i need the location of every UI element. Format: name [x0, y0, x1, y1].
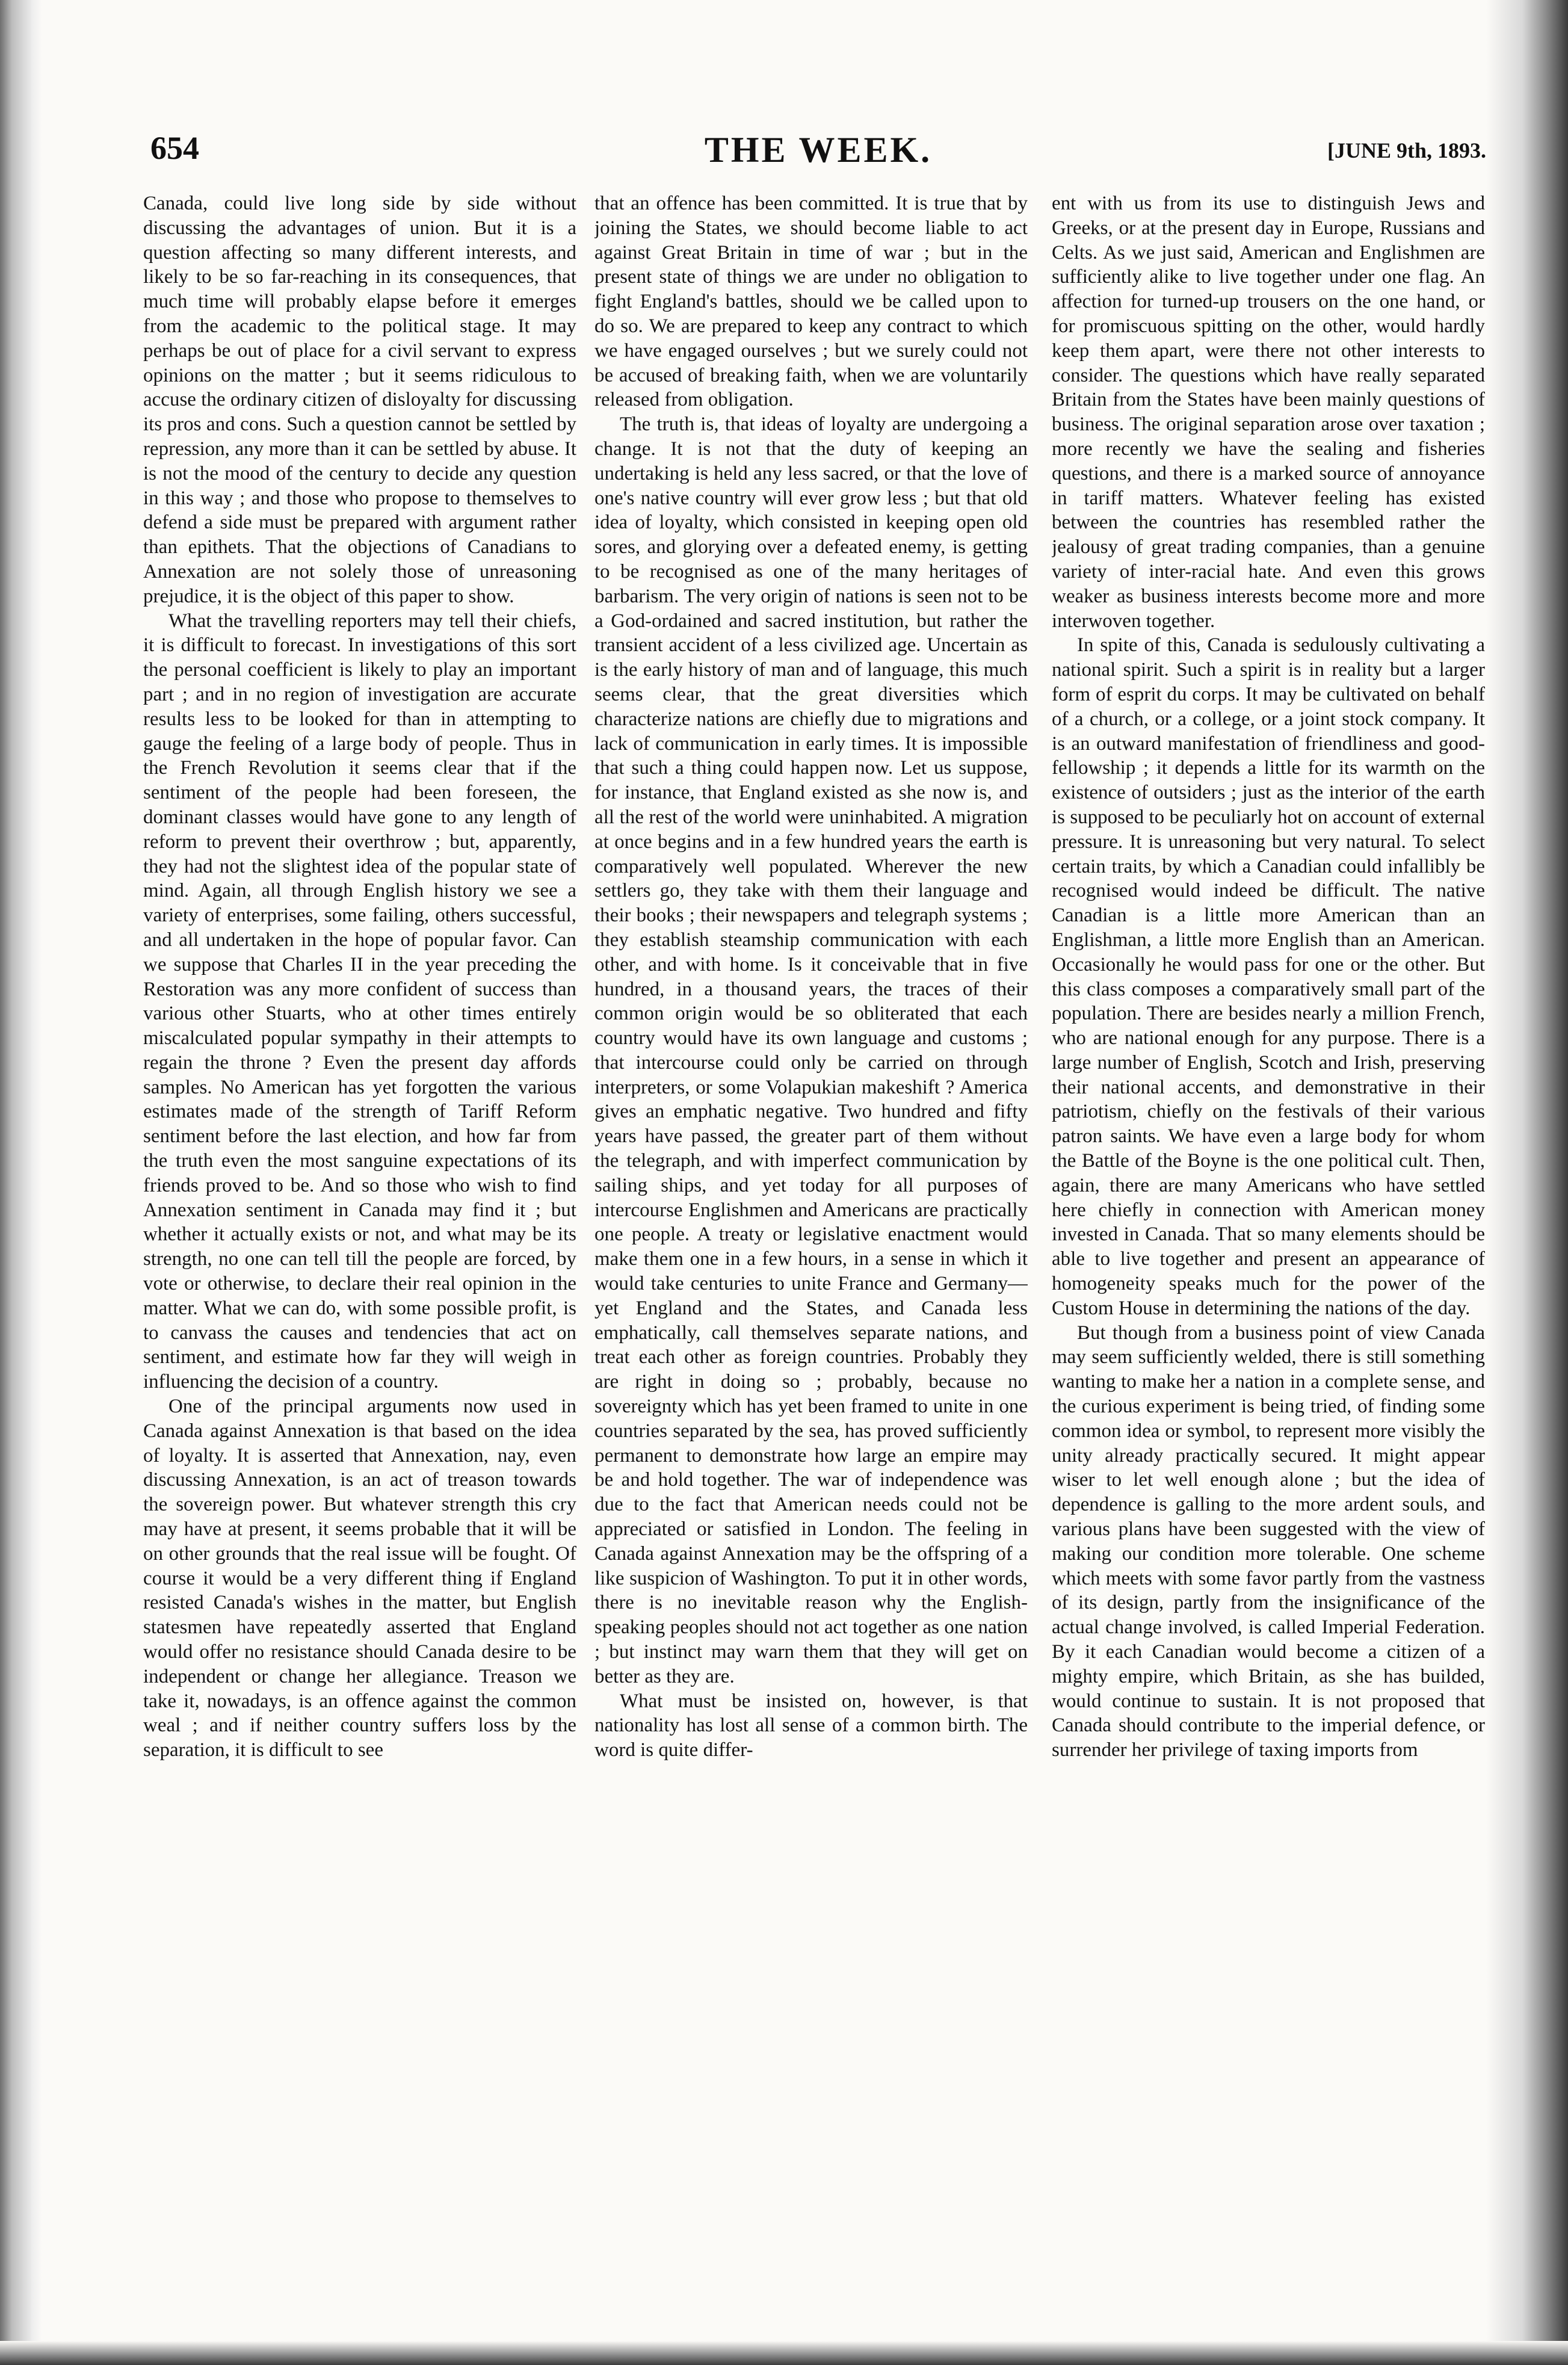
- paragraph: In spite of this, Canada is sedulously cultivating a national spirit. Such a spirit is in reality but a larger form of esprit du corps. It may be cultivated on behalf of a church, or a college, or a joint stock company. It is an outward manifestation of friendliness and good-fellowship ; it depends a little for its warmth on the existence of outsiders ; just as the interior of the earth is supposed to be peculiarly hot on account of external pressure. It is unreasoning but very natural. To select certain traits, by which a Canadian could infallibly be recognised would indeed be difficult. The native Canadian is a little more American than an Englishman, a little more English than an American. Occasionally he would pass for one or the other. But this class composes a comparatively small part of the population. There are besides nearly a million French, who are national enough for any purpose. There is a large number of English, Scotch and Irish, preserving their national accents, and demonstrative in their patriotism, chiefly on the festivals of their various patron saints. We have even a large body for whom the Battle of the Boyne is the one political cult. Then, again, there are many Americans who have settled here chiefly in connection with American money invested in Canada. That so many elements should be able to live together and present an appearance of homogeneity speaks much for the power of the Custom House in determining the nations of the day.: [1052, 634, 1485, 1319]
- text-column-3: [1052, 191, 1485, 2268]
- text-column-2: [594, 191, 1028, 2268]
- text-column-1: [143, 191, 576, 2268]
- publication-title: THE WEEK.: [704, 130, 933, 170]
- paragraph: One of the principal arguments now used in Canada against Annexation is that based on the idea of loyalty. It is asserted that Annexation, nay, even discussing Annexation, is an act of treason towards the sovereign power. But whatever strength this cry may have at present, it seems probable that it will be on other grounds that the real issue will be fought. Of course it would be a very different thing if England resisted Canada's wishes in the matter, but English statesmen have repeatedly asserted that England would offer no resistance should Canada desire to be independent or change her allegiance. Treason we take it, nowadays, is an offence against the common weal ; and if neither country suffers loss by the separation, it is difficult to see: [143, 1396, 576, 1761]
- paragraph: What the travelling reporters may tell their chiefs, it is difficult to forecast. In investigations of this sort the personal coefficient is likely to play an important part ; and in no region of investigation are accurate results less to be looked for than in attempting to gauge the feeling of a large body of people. Thus in the French Revolution it seems clear that if the sentiment of the people had been foreseen, the dominant classes would have gone to any length of reform to prevent their overthrow ; but, apparently, they had not the slightest idea of the popular state of mind. Again, all through English history we see a variety of enterprises, some failing, others successful, and all undertaken in the hope of popular favor. Can we suppose that Charles II in the year preceding the Restoration was any more confident of success than various other Stuarts, who at other times entirely miscalculated popular sympathy in their attempts to regain the throne ? Even the present day affords samples. No American has yet forgotten the various estimates made of the strength of Tariff Reform sentiment before the last election, and how far from the truth even the most sanguine expectations of its friends proved to be. And so those who wish to find Annexation sentiment in Canada may find it ; but whether it actually exists or not, and what may be its strength, no one can tell till the people are forced, by vote or otherwise, to declare their real opinion in the matter. What we can do, with some possible profit, is to canvass the causes and tendencies that act on sentiment, and estimate how far they will weigh in influencing the decision of a country.: [143, 610, 576, 1393]
- page-edge-shadow: [1486, 0, 1568, 2365]
- bottom-edge-shadow: [0, 2341, 1568, 2365]
- page-number: 654: [150, 130, 199, 166]
- paragraph: What must be insisted on, however, is that nationality has lost all sense of a common birth. The word is quite differ-: [594, 1690, 1028, 1761]
- paragraph: The truth is, that ideas of loyalty are undergoing a change. It is not that the duty of keeping an undertaking is held any less sacred, or that the love of one's native country will ever grow less ; but that old idea of loyalty, which consisted in keeping open old sores, and glorying over a defeated enemy, is getting to be recognised as one of the many heritages of barbarism. The very origin of nations is seen not to be a God-ordained and sacred institution, but rather the transient accident of a less civilized age. Uncertain as is the early history of man and of language, this much seems clear, that the great diversities which characterize nations are chiefly due to migrations and lack of communication in early times. It is impossible that such a thing could happen now. Let us suppose, for instance, that England existed as she now is, and all the rest of the world were uninhabited. A migration at once begins and in a few hundred years the earth is comparatively well populated. Wherever the new settlers go, they take with them their language and their books ; their newspapers and telegraph systems ; they establish steamship communication with each other, and with home. Is it conceivable that in five hundred, in a thousand years, the traces of their common origin would be so obliterated that each country would have its own language and customs ; that intercourse could only be carried on through interpreters, or some Volapukian makeshift ? America gives an emphatic negative. Two hundred and fifty years have passed, the greater part of them without the telegraph, and with imperfect communication by sailing ships, and yet today for all purposes of intercourse Englishmen and Americans are practically one people. A treaty or legislative enactment would make them one in a few hours, in a sense in which it would take centuries to unite France and Germany—yet England and the States, and Canada less emphatically, call themselves separate nations, and treat each other as foreign countries. Probably they are right in doing so ; probably, because no sovereignty which has yet been framed to unite in one countries separated by the sea, has proved sufficiently permanent to demonstrate how large an empire may be and hold together. The war of independence was due to the fact that American needs could not be appreciated or satisfied in London. The feeling in Canada against Annexation may be the offspring of a like suspicion of Washington. To put it in other words, there is no inevitable reason why the English-speaking peoples should not act together as one nation ; but instinct may warn them that they will get on better as they are.: [594, 413, 1028, 1687]
- issue-date: [JUNE 9th, 1893.: [1327, 138, 1486, 162]
- paragraph: Canada, could live long side by side without discussing the advantages of union. But it is a question affecting so many different interests, and likely to be so far-reaching in its consequences, that much time will probably elapse before it emerges from the academic to the political stage. It may perhaps be out of place for a civil servant to express opinions on the matter ; but it seems ridiculous to accuse the ordinary citizen of disloyalty for discussing its pros and cons. Such a question cannot be settled by repression, any more than it can be settled by abuse. It is not the mood of the century to decide any question in this way ; and those who propose to themselves to defend a side must be prepared with argument rather than epithets. That the objections of Canadians to Annexation are not solely those of unreasoning prejudice, it is the object of this paper to show.: [143, 193, 576, 607]
- binding-shadow: [0, 0, 42, 2365]
- paragraph: But though from a business point of view Canada may seem sufficiently welded, there is still something wanting to make her a nation in a complete sense, and the curious experiment is being tried, of finding some common idea or symbol, to represent more visibly the unity already practically secured. It might appear wiser to let well enough alone ; but the idea of dependence is galling to the more ardent souls, and various plans have been suggested with the view of making our condition more tolerable. One scheme which meets with some favor partly from the vastness of its design, partly from the insignificance of the actual change involved, is called Imperial Federation. By it each Canadian would become a citizen of a mighty empire, which Britain, as she has builded, would continue to sustain. It is not proposed that Canada should contribute to the imperial defence, or surrender her privilege of taxing imports from: [1052, 1322, 1485, 1761]
- page-header: [150, 129, 1486, 184]
- paragraph: that an offence has been committed. It is true that by joining the States, we should become liable to act against Great Britain in time of war ; but in the present state of things we are under no obligation to fight England's battles, should we be called upon to do so. We are prepared to keep any contract to which we have engaged ourselves ; but we surely could not be accused of breaking faith, when we are voluntarily released from obligation.: [594, 193, 1028, 411]
- paragraph: ent with us from its use to distinguish Jews and Greeks, or at the present day in Europe, Russians and Celts. As we just said, American and Englishmen are sufficiently alike to live together under one flag. An affection for turned-up trousers on the one hand, or for promiscuous spitting on the other, would hardly keep them apart, were there not other interests to consider. The questions which have really separated Britain from the States have been mainly questions of business. The original separation arose over taxation ; more recently we have the sealing and fisheries questions, and there is a marked source of annoyance in tariff matters. Whatever feeling has existed between the countries has resembled rather the jealousy of great trading companies, than a genuine variety of inter-racial hate. And even this grows weaker as business interests become more and more interwoven together.: [1052, 193, 1485, 632]
